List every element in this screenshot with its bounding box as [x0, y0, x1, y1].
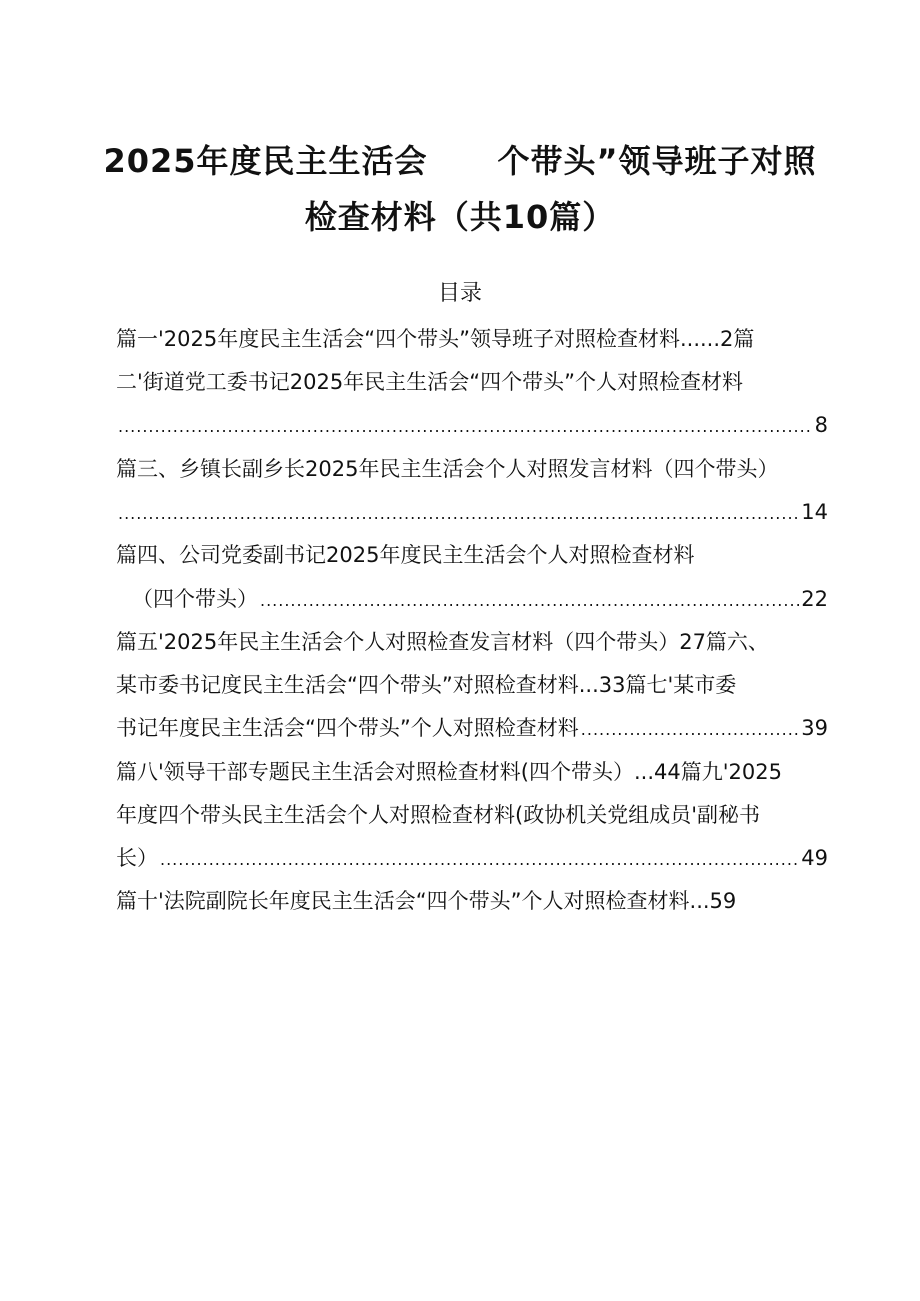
leader-dots	[260, 586, 799, 616]
leader-dots	[118, 412, 813, 442]
toc-entry-text: （四个带头）	[132, 587, 258, 611]
title-part-a: 2025年度民主生活会	[103, 142, 428, 180]
toc-entry-line-7[interactable]	[132, 584, 828, 616]
toc-page-number: 14	[801, 500, 828, 524]
toc-entry-text: 长）	[116, 846, 158, 870]
toc-entry-line-11[interactable]: 篇八'领导干部专题民主生活会对照检查材料(四个带头）...44篇九'2025	[116, 760, 782, 784]
leader-dots	[118, 499, 799, 529]
toc-entry-line-4[interactable]: 篇三、乡镇长副乡长2025年民主生活会个人对照发言材料（四个带头）	[116, 457, 779, 481]
leader-dots	[160, 845, 799, 875]
toc-entry-line-2[interactable]: 二'街道党工委书记2025年民主生活会“四个带头”个人对照检查材料	[116, 370, 743, 394]
toc-entry-line-13[interactable]	[116, 843, 828, 875]
toc-entry-line-12[interactable]: 年度四个带头民主生活会个人对照检查材料(政协机关党组成员'副秘书	[116, 803, 760, 827]
toc-entry-line-6[interactable]: 篇四、公司党委副书记2025年度民主生活会个人对照检查材料	[116, 543, 695, 567]
toc-entry-line-10[interactable]	[116, 713, 828, 745]
toc-page-number: 22	[801, 587, 828, 611]
toc-page-number: 8	[814, 413, 828, 437]
toc-page-number: 39	[801, 716, 828, 740]
toc-entry-line-1[interactable]: 篇一'2025年度民主生活会“四个带头”领导班子对照检查材料......2篇	[116, 327, 755, 351]
toc-entry-line-9[interactable]: 某市委书记度民主生活会“四个带头”对照检查材料...33篇七'某市委	[116, 673, 737, 697]
toc-entry-line-3[interactable]	[116, 410, 828, 442]
title-part-b: 个带头”领导班子对照	[497, 142, 817, 180]
leader-dots	[581, 715, 800, 745]
document-title-line-1	[0, 136, 920, 182]
toc-heading: 目录	[437, 281, 482, 306]
document-title-line-2: 检查材料（共10篇）	[304, 198, 616, 236]
toc-entry-line-5[interactable]	[116, 497, 828, 529]
toc-entry-line-14[interactable]: 篇十'法院副院长年度民主生活会“四个带头”个人对照检查材料...59	[116, 889, 737, 913]
toc-entry-text: 书记年度民主生活会“四个带头”个人对照检查材料	[116, 716, 579, 740]
toc-entry-line-8[interactable]: 篇五'2025年民主生活会个人对照检查发言材料（四个带头）27篇六、	[116, 630, 769, 654]
toc-page-number: 49	[801, 846, 828, 870]
